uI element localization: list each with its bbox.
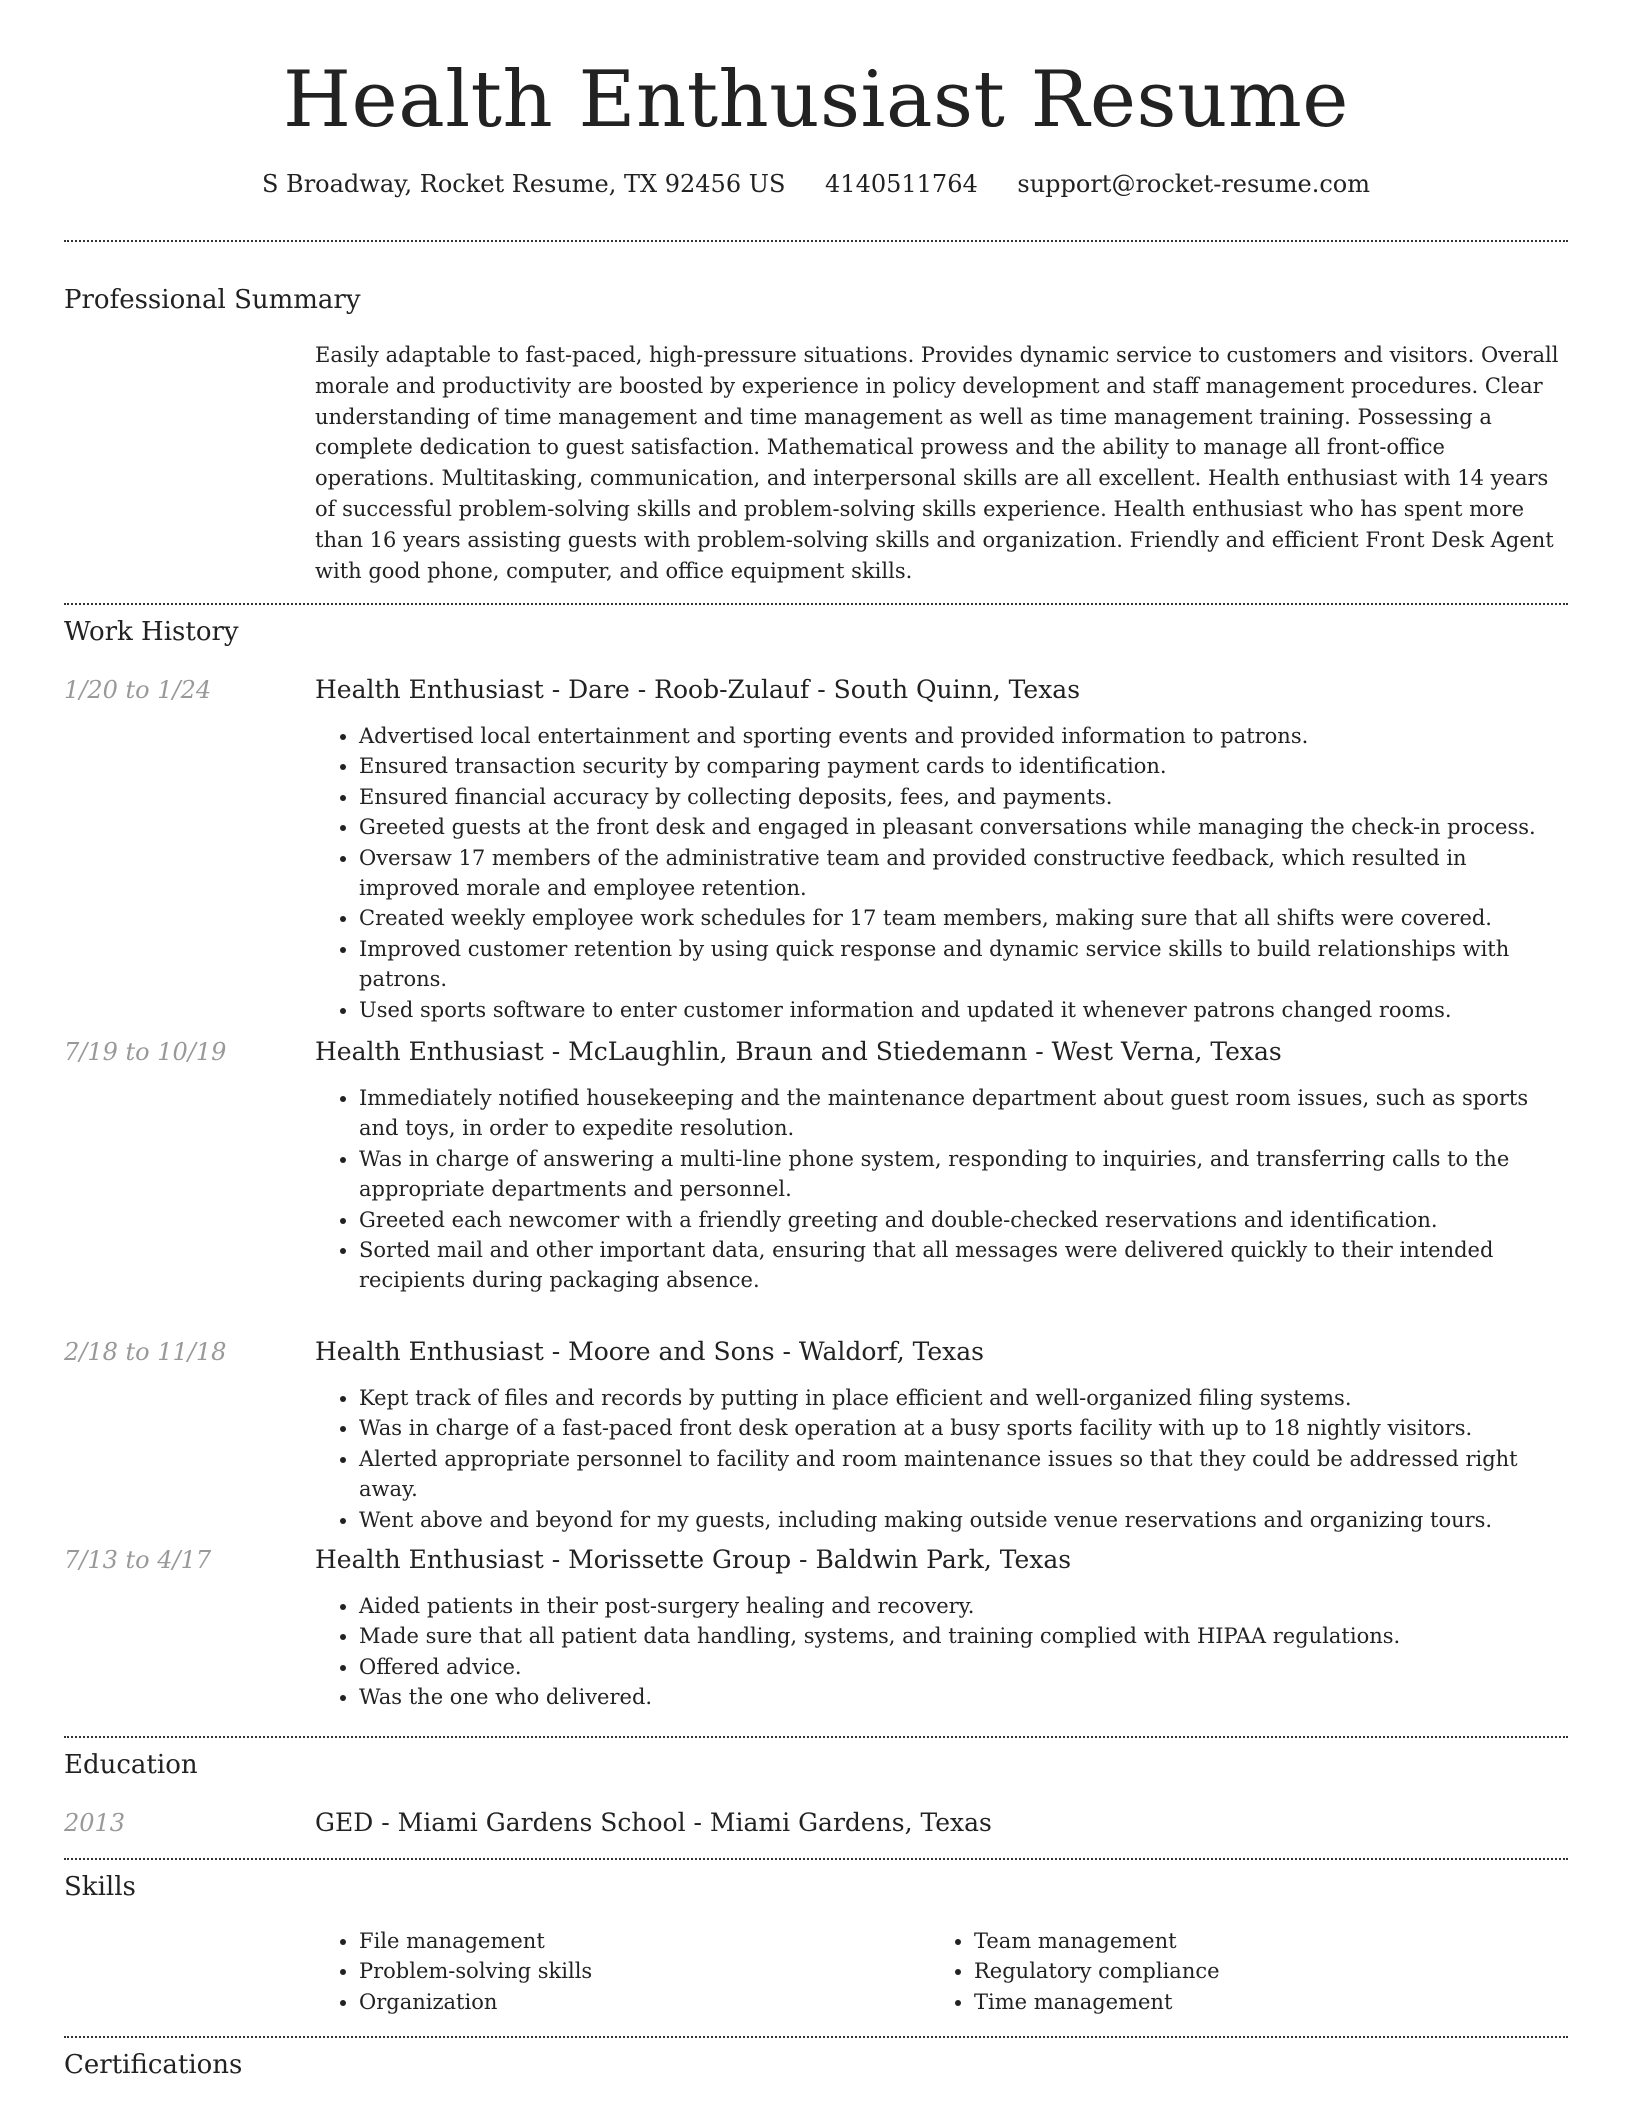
skill-item: • Organization: [359, 1987, 875, 2017]
job-entry: [315, 673, 1567, 1025]
education-heading: Education: [64, 1750, 198, 1780]
skills-list: [315, 1926, 875, 2017]
job-bullet: • Alerted appropriate personnel to facility and room maintenance issues so that they could be addressed right away.: [359, 1444, 1567, 1505]
job-bullet: • Was in charge of a fast-paced front desk operation at a busy sports facility with up to 18 nightly visitors.: [359, 1413, 1567, 1443]
skill-item: • File management: [359, 1926, 875, 1956]
section-divider: [64, 240, 1568, 242]
job-bullet: • Was in charge of answering a multi-line phone system, responding to inquiries, and transferring calls to the appropriate departments and personnel.: [359, 1144, 1567, 1205]
section-divider: [64, 2036, 1568, 2038]
work-history-heading: Work History: [64, 617, 239, 647]
job-dates: 7/13 to 4/17: [64, 1546, 212, 1574]
job-bullets: [315, 1083, 1567, 1296]
job-bullet: • Created weekly employee work schedules for 17 team members, making sure that all shifts were covered.: [359, 903, 1567, 933]
skills-column-2: [930, 1926, 1490, 2017]
job-title: Health Enthusiast - McLaughlin, Braun and Stiedemann - West Verna, Texas: [315, 1037, 1282, 1066]
skill-item: • Problem-solving skills: [359, 1956, 875, 1986]
job-dates: 7/19 to 10/19: [64, 1038, 227, 1066]
job-bullet: • Ensured transaction security by comparing payment cards to identification.: [359, 751, 1567, 781]
job-bullet: • Advertised local entertainment and sporting events and provided information to patrons.: [359, 721, 1567, 751]
contact-phone: 4140511764: [825, 170, 978, 198]
job-title: Health Enthusiast - Moore and Sons - Waldorf, Texas: [315, 1337, 984, 1366]
job-bullet: • Greeted guests at the front desk and engaged in pleasant conversations while managing the check-in process.: [359, 812, 1567, 842]
job-bullet: • Kept track of files and records by putting in place efficient and well-organized filing systems.: [359, 1383, 1567, 1413]
section-divider: [64, 1858, 1568, 1860]
job-bullet: • Was the one who delivered.: [359, 1682, 1567, 1712]
education-entry: [315, 1806, 1567, 1840]
resume-header: [0, 0, 1632, 202]
job-bullet: • Used sports software to enter customer information and updated it whenever patrons changed rooms.: [359, 995, 1567, 1025]
education-date: 2013: [64, 1809, 126, 1837]
section-divider: [64, 603, 1568, 605]
section-divider: [64, 1736, 1568, 1738]
job-title: Health Enthusiast - Morissette Group - Baldwin Park, Texas: [315, 1545, 1072, 1574]
contact-email: support@rocket-resume.com: [1017, 170, 1370, 198]
job-bullet: • Offered advice.: [359, 1652, 1567, 1682]
certifications-heading: Certifications: [64, 2050, 243, 2080]
job-bullet: • Oversaw 17 members of the administrative team and provided constructive feedback, which resulted in improved morale and employee retention.: [359, 843, 1567, 904]
job-dates: 1/20 to 1/24: [64, 676, 212, 704]
job-bullet: • Went above and beyond for my guests, including making outside venue reservations and organizing tours.: [359, 1505, 1567, 1535]
job-bullets: [315, 1383, 1567, 1535]
summary-heading: Professional Summary: [64, 285, 361, 315]
job-bullet: • Ensured financial accuracy by collecting deposits, fees, and payments.: [359, 782, 1567, 812]
skill-item: • Team management: [974, 1926, 1490, 1956]
skill-item: • Time management: [974, 1987, 1490, 2017]
job-entry: [315, 1335, 1567, 1535]
skills-column-1: [315, 1926, 875, 2017]
job-dates: 2/18 to 11/18: [64, 1338, 227, 1366]
job-bullets: [315, 1591, 1567, 1713]
job-bullets: [315, 721, 1567, 1025]
resume-title: Health Enthusiast Resume: [283, 55, 1349, 145]
job-entry: [315, 1035, 1567, 1296]
job-title: Health Enthusiast - Dare - Roob-Zulauf - South Quinn, Texas: [315, 675, 1081, 704]
job-bullet: • Improved customer retention by using quick response and dynamic service skills to build relationships with patrons.: [359, 934, 1567, 995]
education-title: GED - Miami Gardens School - Miami Gardens, Texas: [315, 1808, 992, 1837]
job-bullet: • Greeted each newcomer with a friendly greeting and double-checked reservations and identification.: [359, 1205, 1567, 1235]
job-bullet: • Immediately notified housekeeping and the maintenance department about guest room issues, such as sports and toys, in order to expedite resolution.: [359, 1083, 1567, 1144]
skills-list: [930, 1926, 1490, 2017]
contact-line: [0, 166, 1632, 202]
summary-section: [315, 340, 1567, 586]
job-entry: [315, 1543, 1567, 1713]
summary-text: Easily adaptable to fast-paced, high-pressure situations. Provides dynamic service to customers and visitors. Overall morale and productivity are boosted by experience in policy development and staff management procedures. Clear understanding of time management and time management as well as time management training. Possessing a complete dedication to guest satisfaction. Mathematical prowess and the ability to manage all front-office operations. Multitasking, communication, and interpersonal skills are all excellent. Health enthusiast with 14 years of successful problem-solving skills and problem-solving skills experience. Health enthusiast who has spent more than 16 years assisting guests with problem-solving skills and organization. Friendly and efficient Front Desk Agent with good phone, computer, and office equipment skills.: [315, 343, 1559, 583]
job-bullet: • Made sure that all patient data handling, systems, and training complied with HIPAA regulations.: [359, 1621, 1567, 1651]
job-bullet: • Aided patients in their post-surgery healing and recovery.: [359, 1591, 1567, 1621]
contact-address: S Broadway, Rocket Resume, TX 92456 US: [261, 170, 786, 198]
job-bullet: • Sorted mail and other important data, ensuring that all messages were delivered quickly to their intended recipients during packaging absence.: [359, 1235, 1567, 1296]
skills-heading: Skills: [64, 1872, 136, 1902]
skill-item: • Regulatory compliance: [974, 1956, 1490, 1986]
